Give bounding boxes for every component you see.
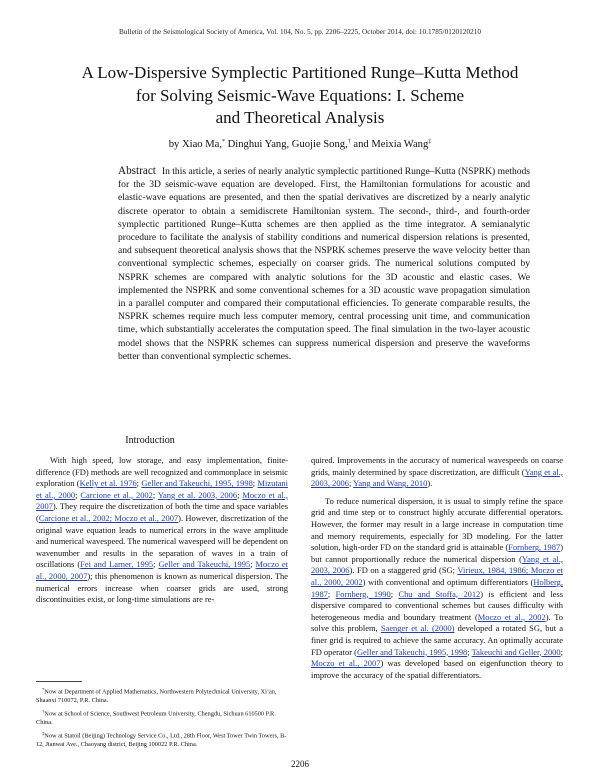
footnote-rule [36, 681, 82, 682]
separator: ; [136, 478, 142, 489]
author-3-mark: † [347, 139, 351, 145]
citation-link[interactable]: Fornberg, 1990 [335, 588, 391, 599]
footnote-mark: † [42, 708, 45, 714]
separator: ; [250, 559, 256, 570]
article-title [60, 62, 540, 130]
citation-link[interactable]: Virieux, 1984, 1986; Moczo et al., 2000, 2002 [311, 565, 563, 587]
separator: ; [152, 489, 158, 500]
author-1: Xiao Ma, [181, 139, 222, 150]
text-run: ) with conventional and optimum differentiators ( [362, 576, 534, 587]
separator: ; [75, 489, 81, 500]
text-run: To reduce numerical dispersion, it is usual to simply refine the space grid and time step or to construct highly accurate differential operators. However, the former may result in a large increase in computation time and memory requirements, especially for 3D modeling. For the latter solution, high-order FD on the standard grid is attainable ( [311, 495, 563, 553]
footnote-mark: * [42, 687, 45, 692]
author-list [60, 139, 540, 150]
citation-link[interactable]: Yang and Wang, 2010 [353, 478, 428, 489]
separator: ; [348, 478, 354, 489]
separator: ; [467, 646, 472, 657]
author-4: and Meixia Wang [350, 139, 429, 150]
abstract-text: In this article, a series of nearly analytic symplectic partitioned Runge–Kutta (NSPRK) methods for the 3D seismic-wave equation are developed. First, the Hamiltonian formulations for acoustic and elastic-wave equations are presented, and then the spatial derivatives are discretized by a nearly analytic discrete operator to obtain a semidiscrete Hamiltonian system. The second-, third-, and fourth-order symplectic partitioned Runge–Kutta schemes are then applied as the time integrator. A semianalytic procedure to facilitate the analysis of stability conditions and numerical dispersion relations is presented, and subsequent theoretical analysis shows that the NSPRK schemes preserve the wave velocity better than conventional symplectic schemes, especially on coarser grids. The numerical solutions computed by NSPRK schemes are compared with analytic solutions for the 3D acoustic and elastic cases. We implemented the NSPRK and some conventional schemes for a 3D acoustic wave propagation simulation in a parallel computer and compared their computational efficiencies. To generate comparable results, the NSPRK schemes require much less computer memory, central processing unit time, and communication time, which substantially accelerates the computation speed. The final simulation in the two-layer acoustic model shows that the NSPRK schemes can suppress numerical dispersion and preserve the waveforms better than conventional symplectic schemes. [118, 166, 530, 362]
footnote-text: Now at Department of Applied Mathematics, Northwestern Polytechnical University, Xi’an, Shaanxi 710072, P.R. China. [36, 688, 277, 704]
footnote-2 [36, 708, 288, 727]
citation-link[interactable]: Fei and Larner, 1995 [80, 559, 154, 570]
separator: ; [390, 588, 399, 599]
footnote-mark: ‡ [42, 730, 45, 736]
citation-link[interactable]: Yang et al., 2003, 2006 [311, 466, 563, 489]
citation-link[interactable]: Geller and Takeuchi, 1995, 1998 [356, 646, 468, 657]
citation-link[interactable]: Geller and Takeuchi, 1995, 1998 [141, 478, 253, 489]
citation-link[interactable]: Yang et al., 2003, 2006 [311, 553, 563, 576]
text-run: ) was developed based on eigenfunction theory to improve the accuracy of the spatial differentiators. [311, 658, 564, 680]
author-4-mark: ‡ [428, 139, 432, 145]
separator: ; [327, 588, 336, 599]
citation-link[interactable]: Takeuchi and Geller, 2000 [471, 646, 561, 657]
text-run: ) but cannot proportionally reduce the numerical dispersion ( [311, 542, 563, 564]
text-run: ); this phenomenon is known as numerical dispersion. The numerical errors increase when coarser grids are used, strong discontinuities exist, or long-time simulations are re- [36, 570, 288, 605]
footnotes [36, 681, 288, 752]
intro-paragraph-2 [311, 496, 563, 682]
page-number: 2206 [291, 759, 309, 769]
citation-link[interactable]: Moczo et al., 2007 [36, 489, 288, 512]
separator: ; [237, 489, 243, 500]
separator: ; [252, 478, 258, 489]
text-run: developed a rotated SG, but a finer grid is required to achieve the same accuracy. An optimally accurate FD operator ( [311, 623, 563, 657]
text-run: ). However, discretization of the original wave equation leads to numerical errors in the wave amplitude and numerical wavespeed. The numerical wavespeed will be dependent on wavenumber and results in the separation of waves in a train of oscillations ( [36, 512, 288, 570]
intro-paragraph-1 [36, 455, 288, 606]
text-run: ). To solve this problem, [311, 611, 563, 634]
right-column [311, 455, 563, 681]
author-1-mark: * [222, 139, 225, 145]
text-run: quired. Improvements in the accuracy of numerical wavespeeds on coarse grids, mainly determined by space discretization, are difficult ( [311, 455, 563, 477]
citation-link[interactable]: Kelly et al. 1976 [79, 478, 137, 489]
author-prefix: by [168, 139, 182, 150]
citation-link[interactable]: Chu and Stoffa, 2012 [398, 588, 481, 599]
text-run: With high speed, low storage, and easy implementation, finite-difference (FD) methods are well recognized and commonplace in seismic exploration ( [36, 455, 288, 489]
footnote-1 [36, 686, 288, 705]
title-line-1: A Low-Dispersive Symplectic Partitioned Runge–Kutta Method [81, 63, 519, 82]
footnote-text: Now at School of Science, Southwest Petroleum University, Chengdu, Sichuan 610500 P.R. China. [36, 710, 276, 726]
citation-link[interactable]: Fornberg, 1987 [508, 542, 561, 553]
title-line-3: and Theoretical Analysis [215, 108, 385, 127]
separator: ; [560, 646, 563, 657]
citation-link[interactable]: Saenger et al. (2000) [380, 623, 455, 634]
text-run: ). They require the discretization of both the time and space variables ( [36, 501, 288, 523]
running-head: Bulletin of the Seismological Society of America, Vol. 104, No. 5, pp. 2206–2225, October 2014, doi: 10.1785/0120120210 [118, 28, 482, 36]
text-run: ). FD on a staggered grid (SG; [349, 565, 458, 576]
abstract [118, 165, 530, 363]
text-run: ). [427, 478, 433, 489]
citation-link[interactable]: Moczo et al., 2002 [477, 611, 546, 622]
author-2-3: Dinghui Yang, Guojie Song, [225, 139, 348, 150]
intro-paragraph-1-continued [311, 455, 563, 490]
left-column [36, 455, 288, 606]
citation-link[interactable]: Holberg, 1987 [311, 576, 563, 599]
separator: ; [153, 559, 159, 570]
citation-link[interactable]: Mizutani et al., 2000 [36, 478, 288, 500]
title-line-2: for Solving Seismic-Wave Equations: I. Scheme [135, 85, 465, 105]
citation-link[interactable]: Carcione et al., 2002; Moczo et al., 2007 [38, 512, 179, 523]
abstract-label: Abstract [118, 165, 156, 177]
citation-link[interactable]: Moczo et al., 2007 [311, 658, 381, 669]
footnote-text: Now at Statoil (Beijing) Technology Service Co., Ltd., 28th Floor, West Tower Twin Towers, B-12, Jianwai Ave., Chaoyang district, Beijing 100022 P.R. China. [36, 732, 287, 748]
section-heading-introduction: Introduction [125, 435, 175, 446]
footnote-3 [36, 730, 288, 749]
citation-link[interactable]: Moczo et al., 2000, 2007 [36, 559, 288, 581]
text-run: ) is efficient and less dispersive compared to conventional schemes but causes difficulty with heterogeneous media and boundary treatment ( [311, 588, 563, 622]
citation-link[interactable]: Carcione et al., 2002 [80, 489, 153, 500]
citation-link[interactable]: Yang et al. 2003, 2006 [157, 489, 238, 500]
citation-link[interactable]: Geller and Takeuchi, 1995 [158, 559, 251, 570]
